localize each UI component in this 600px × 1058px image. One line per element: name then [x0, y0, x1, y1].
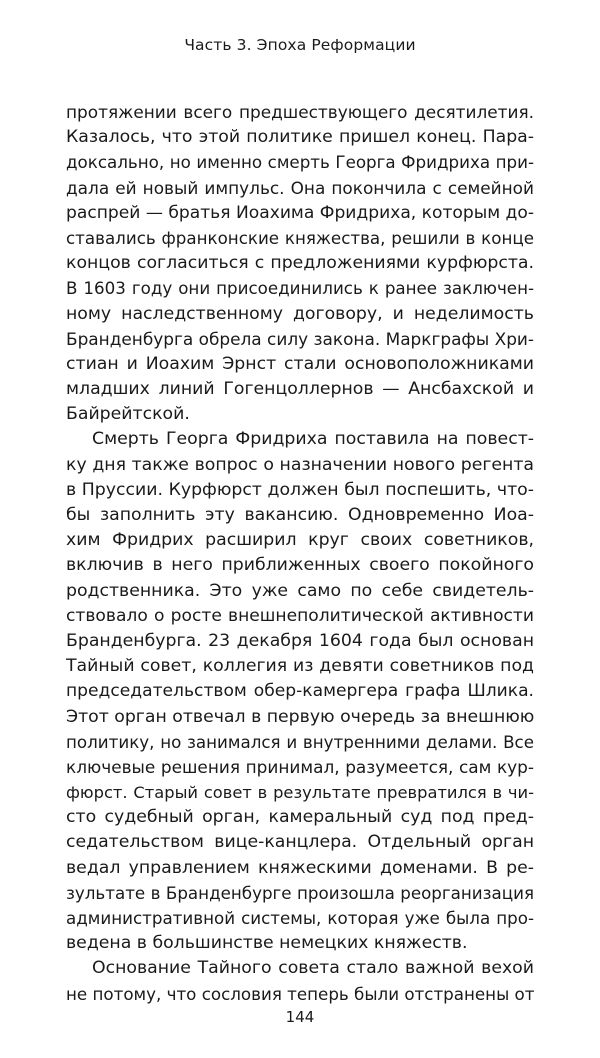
text-line: ведал управлением княжескими доменами. В ре-: [66, 857, 534, 878]
text-line: концов согласиться с предложениями курфюрста.: [66, 253, 534, 274]
text-line: председательством обер-камергера графа Шлика.: [66, 681, 534, 702]
text-line: Бранденбурга. 23 декабря 1604 года был основан: [66, 630, 534, 651]
text-line: стиан и Иоахим Эрнст стали основоположниками: [66, 353, 534, 374]
text-line: включив в него приближенных своего покойного: [66, 555, 534, 576]
text-line: распрей — братья Иоахима Фридриха, которым до-: [66, 202, 534, 223]
text-line: протяжении всего предшествующего десятилетия.: [66, 102, 534, 122]
text-line: дала ей новый импульс. Она покончила с семейной: [66, 177, 534, 198]
text-line: ведена в большинстве немецких княжеств.: [66, 933, 468, 954]
body-text: [66, 100, 534, 1007]
paragraph: [66, 427, 534, 956]
paragraph: [66, 956, 534, 1006]
text-line: седательством вице-канцлера. Отдельный орган: [66, 832, 534, 853]
text-line: ставались франконские княжества, решили в конце: [66, 227, 534, 248]
text-line: Бранденбурга обрела силу закона. Маркграфы Хри-: [66, 328, 534, 349]
text-line: доксально, но именно смерть Георга Фридриха при-: [66, 152, 534, 173]
text-line: Тайный совет, коллегия из девяти советников под: [66, 656, 534, 677]
text-line: административной системы, которая уже была про-: [66, 908, 534, 928]
text-line: фюрст. Старый совет в результате превратился в чи-: [66, 783, 534, 803]
text-line: ку дня также вопрос о назначении нового регента: [66, 454, 534, 475]
text-line: хим Фридрих расширил круг своих советников,: [66, 530, 534, 551]
text-line: бы заполнить эту вакансию. Одновременно Иоа-: [66, 505, 534, 525]
text-line: ключевые решения принимал, разумеется, сам кур-: [66, 756, 534, 777]
paragraph: [66, 100, 534, 427]
text-line: Байрейтской.: [66, 404, 190, 425]
text-line: ствовало о росте внешнеполитической активности: [66, 605, 534, 626]
text-line: ному наследственному договору, и неделимость: [66, 303, 534, 324]
text-line: не потому, что сословия теперь были отстранены от: [66, 983, 534, 1004]
text-line: сто судебный орган, камеральный суд под пред-: [66, 807, 534, 828]
text-line: Казалось, что этой политике пришел конец. Пара-: [66, 127, 534, 148]
text-line: в Пруссии. Курфюрст должен был поспешить, что-: [66, 479, 534, 500]
text-line: зультате в Бранденбурге произошла реорганизация: [66, 882, 534, 903]
page-number: 144: [285, 1008, 315, 1026]
text-line: младших линий Гогенцоллернов — Ансбахской и: [66, 379, 534, 400]
running-header: Часть 3. Эпоха Реформации: [184, 36, 416, 54]
text-line: родственника. Это уже само по себе свидетель-: [66, 580, 534, 601]
text-line: В 1603 году они присоединились к ранее заключен-: [66, 278, 534, 299]
text-line: Этот орган отвечал в первую очередь за внешнюю: [66, 706, 534, 727]
text-line: Основание Тайного совета стало важной вехой: [92, 958, 534, 979]
text-line: Смерть Георга Фридриха поставила на повест-: [92, 429, 534, 450]
text-line: политику, но занимался и внутренними делами. Все: [66, 731, 534, 752]
